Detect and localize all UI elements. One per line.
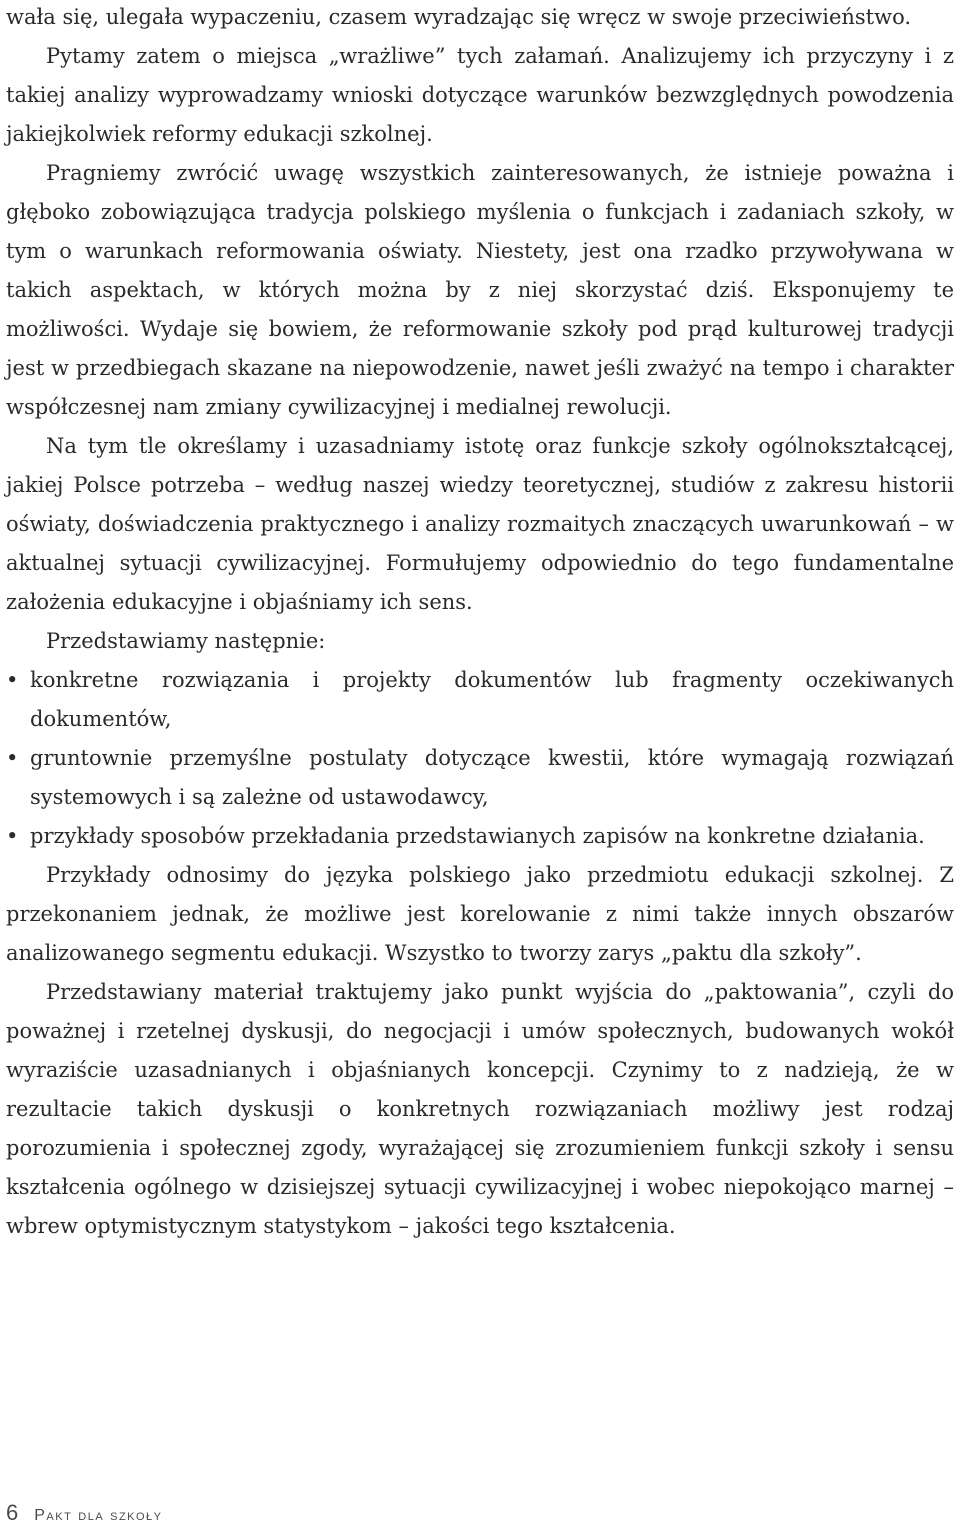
document-page (6, 0, 954, 1246)
page-footer (6, 1500, 163, 1530)
list-item-text: gruntownie przemyślne postulaty dotyczące kwestii, które wymagają rozwiązań systemowych i są zależne od ustawodawcy, (30, 746, 954, 809)
list-item (6, 661, 954, 739)
list-item (6, 739, 954, 817)
paragraph-5: Przedstawiamy następnie: (46, 629, 326, 653)
bullet-icon: • (6, 824, 19, 848)
page-number: 6 (6, 1500, 19, 1525)
bullet-list (6, 661, 954, 856)
paragraph-1: wała się, ulegała wypaczeniu, czasem wyradzając się wręcz w swoje przeciwieństwo. (6, 5, 912, 29)
list-item-text: przykłady sposobów przekładania przedstawianych zapisów na konkretne działania. (30, 824, 925, 848)
list-item (6, 817, 954, 856)
paragraph-3: Pragniemy zwrócić uwagę wszystkich zainteresowanych, że istnieje poważna i głęboko zobowiązująca tradycja polskiego myślenia o funkcjach i zadaniach szkoły, w tym o warunkach reformowania oświaty. Niestety, jest ona rzadko przywoływana w takich aspektach, w których można by z niej skorzystać dziś. Eksponujemy te możliwości. Wydaje się bowiem, że reformowanie szkoły pod prąd kulturowej tradycji jest w przedbiegach skazane na niepowodzenie, nawet jeśli zważyć na tempo i charakter współczesnej nam zmiany cywilizacyjnej i medialnej rewolucji. (6, 161, 954, 419)
paragraph-2: Pytamy zatem o miejsca „wrażliwe” tych załamań. Analizujemy ich przyczyny i z takiej analizy wyprowadzamy wnioski dotyczące warunków bezwzględnych powodzenia jakiejkolwiek reformy edukacji szkolnej. (6, 44, 954, 146)
running-title: Pakt dla szkoły (34, 1507, 163, 1524)
bullet-icon: • (6, 668, 19, 692)
paragraph-7: Przedstawiany materiał traktujemy jako punkt wyjścia do „paktowania”, czyli do poważnej i rzetelnej dyskusji, do negocjacji i umów społecznych, budowanych wokół wyraziście uzasadnianych i objaśnianych koncepcji. Czynimy to z nadzieją, że w rezultacie takich dyskusji o konkretnych rozwiązaniach możliwy jest rodzaj porozumienia i społecznej zgody, wyrażającej się zrozumieniem funkcji szkoły i sensu kształcenia ogólnego w dzisiejszej sytuacji cywilizacyjnej i wobec niepokojąco marnej – wbrew optymistycznym statystykom – jakości tego kształcenia. (6, 980, 954, 1238)
paragraph-4: Na tym tle określamy i uzasadniamy istotę oraz funkcje szkoły ogólnokształcącej, jakiej Polsce potrzeba – według naszej wiedzy teoretycznej, studiów z zakresu historii oświaty, doświadczenia praktycznego i analizy rozmaitych znaczących uwarunkowań – w aktualnej sytuacji cywilizacyjnej. Formułujemy odpowiednio do tego fundamentalne założenia edukacyjne i objaśniamy ich sens. (6, 434, 954, 614)
list-item-text: konkretne rozwiązania i projekty dokumentów lub fragmenty oczekiwanych dokumentów, (30, 668, 954, 731)
bullet-icon: • (6, 746, 19, 770)
paragraph-6: Przykłady odnosimy do języka polskiego jako przedmiotu edukacji szkolnej. Z przekonaniem jednak, że możliwe jest korelowanie z nimi także innych obszarów analizowanego segmentu edukacji. Wszystko to tworzy zarys „paktu dla szkoły”. (6, 863, 954, 965)
